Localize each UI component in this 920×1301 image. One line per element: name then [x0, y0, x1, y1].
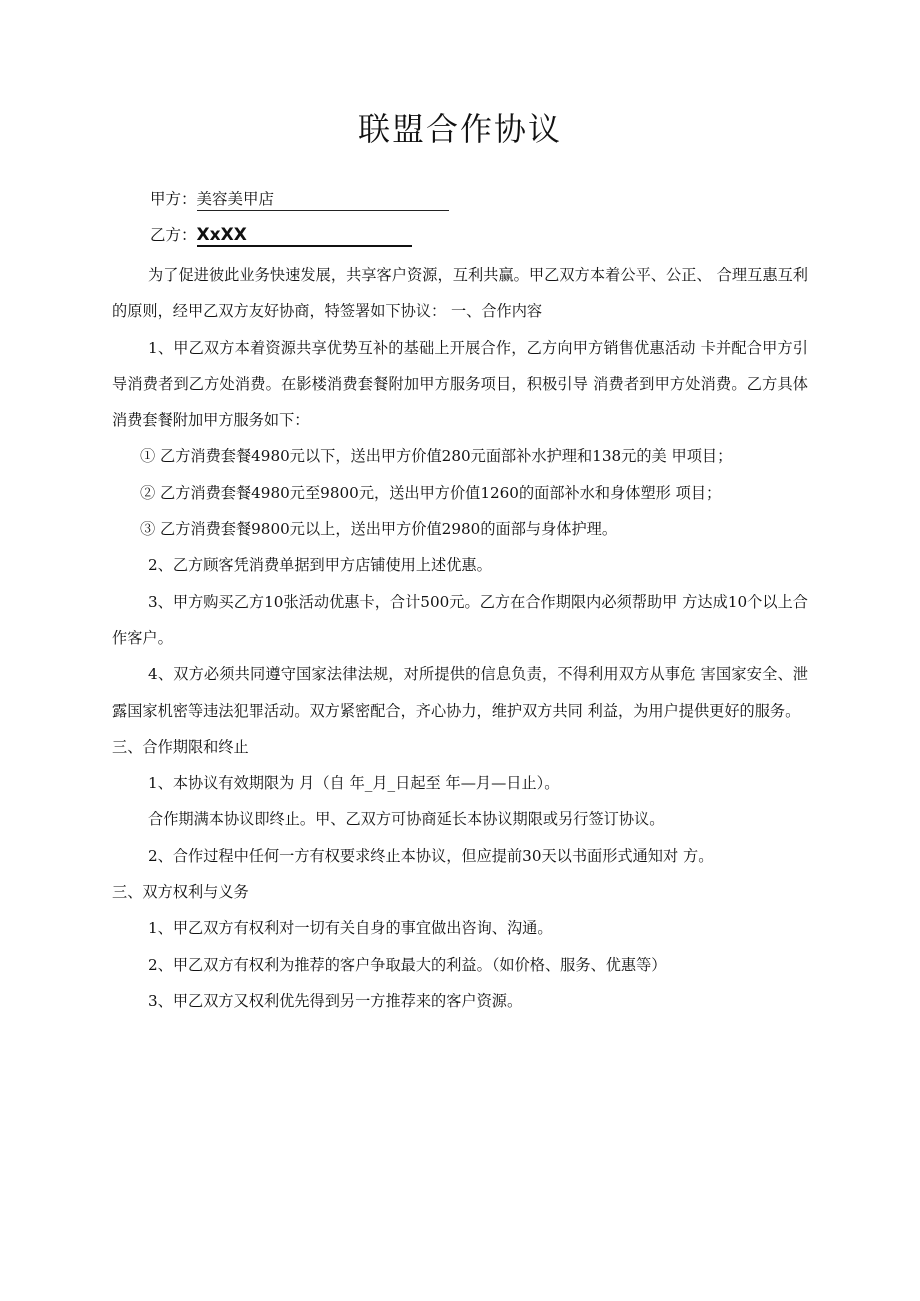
party-b-label: 乙方： [150, 226, 197, 244]
section-rights-heading: 三、双方权利与义务 [112, 883, 249, 902]
party-b-line [150, 223, 412, 247]
rights-2: 2、甲乙双方有权利为推荐的客户争取最大的利益。（如价格、服务、优惠等） [148, 955, 667, 974]
rights-1: 1、甲乙双方有权利对一切有关自身的事宜做出咨询、沟通。 [148, 919, 553, 938]
clause-2: 2、乙方顾客凭消费单据到甲方店铺使用上述优惠。 [148, 556, 492, 575]
list-item: ③ 乙方消费套餐9800元以上，送出甲方价值2980的面部与身体护理。 [140, 520, 618, 539]
term-2: 2、合作过程中任何一方有权要求终止本协议，但应提前30天以书面形式通知对 方。 [148, 846, 714, 865]
party-b-value: XxXX [197, 225, 412, 247]
list-item: ② 乙方消费套餐4980元至9800元，送出甲方价值1260的面部补水和身体塑形 项目； [140, 483, 722, 502]
party-a-label: 甲方： [150, 190, 197, 208]
party-a-value: 美容美甲店 [197, 187, 449, 211]
section-term-heading: 三、合作期限和终止 [112, 737, 249, 756]
clause-3: 3、甲方购买乙方10张活动优惠卡，合计500元。乙方在合作期限内必须帮助甲 方达成10个以上合作客户。 [112, 592, 808, 647]
term-1: 1、本协议有效期限为 月（自 年_月_日起至 年—月—日止）。 [148, 774, 560, 793]
document-title: 联盟合作协议 [357, 110, 562, 148]
intro-paragraph: 为了促进彼此业务快速发展，共享客户资源，互利共赢。甲乙双方本着公平、公正、 合理互惠互利的原则，经甲乙双方友好协商，特签署如下协议： 一、合作内容 [112, 266, 808, 321]
term-1-note: 合作期满本协议即终止。甲、乙双方可协商延长本协议期限或另行签订协议。 [148, 810, 665, 829]
clause-4: 4、双方必须共同遵守国家法律法规，对所提供的信息负责，不得利用双方从事危 害国家安全、泄露国家机密等违法犯罪活动。双方紧密配合，齐心协力，维护双方共同 利益，为用户提供更好的服务。 [112, 665, 808, 720]
list-item: ① 乙方消费套餐4980元以下，送出甲方价值280元面部补水护理和138元的美 甲项目； [140, 447, 733, 466]
party-a-line [150, 187, 449, 211]
clause-1: 1、甲乙双方本着资源共享优势互补的基础上开展合作，乙方向甲方销售优惠活动 卡并配合甲方引导消费者到乙方处消费。在影楼消费套餐附加甲方服务项目，积极引导 消费者到甲方处消费。乙方具体消费套餐附加甲方服务如下： [112, 338, 808, 430]
rights-3: 3、甲乙双方又权利优先得到另一方推荐来的客户资源。 [148, 991, 523, 1010]
document-body [112, 257, 808, 1019]
